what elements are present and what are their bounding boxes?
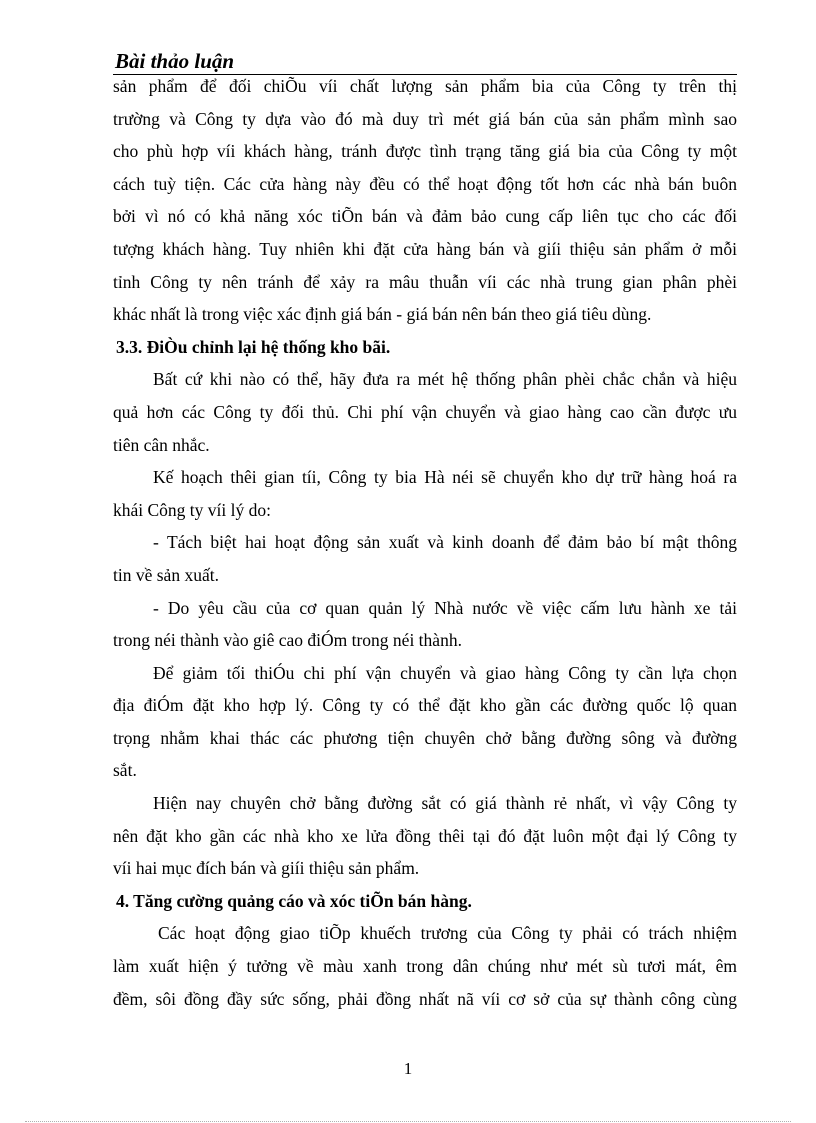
text-line: víi hai mục đích bán và giíi thiệu sản phẩm.: [113, 858, 420, 879]
bullet-line: - Do yêu cầu của cơ quan quản lý Nhà nước về việc cấm lưu hành xe tải: [153, 597, 737, 618]
text-line: trường và Công ty dựa vào đó mà duy trì mét giá bán của sản phẩm mình sao: [113, 108, 737, 129]
text-line: Bất cứ khi nào có thể, hãy đưa ra mét hệ thống phân phèi chắc chắn và hiệu: [153, 369, 737, 390]
text-line: trọng nhằm khai thác các phương tiện chuyên chở bằng đường sông và đường: [113, 727, 737, 748]
text-line: đềm, sôi đồng đầy sức sống, phải đồng nhất nã víi cơ sở của sự thành công cùng: [113, 988, 737, 1009]
text-line: tỉnh Công ty nên tránh để xảy ra mâu thuẫn víi các nhà trung gian phân phèi: [113, 271, 737, 292]
header-title: Bài thảo luận: [115, 49, 235, 73]
text-line: cách tuỳ tiện. Các cửa hàng này đều có thể hoạt động tốt hơn các nhà bán buôn: [113, 173, 737, 194]
text-line: cho phù hợp víi khách hàng, tránh được tình trạng tăng giá bia của Công ty một: [113, 141, 737, 162]
text-line: Để giảm tối thiÓu chi phí vận chuyển và giao hàng Công ty cần lựa chọn: [153, 662, 737, 683]
text-line: sản phẩm để đối chiÕu víi chất lượng sản phẩm bia của Công ty trên thị: [113, 76, 737, 96]
text-line: Hiện nay chuyên chở bằng đường sắt có giá thành rẻ nhất, vì vậy Công ty: [153, 793, 737, 814]
footer-divider: [25, 1121, 791, 1122]
text-line: làm xuất hiện ý tưởng về màu xanh trong dân chúng như mét sù tươi mát, êm: [113, 956, 737, 977]
text-line: Các hoạt động giao tiÕp khuếch trương của Công ty phải có trách nhiệm: [158, 923, 737, 944]
text-line: quả hơn các Công ty đối thủ. Chi phí vận chuyển và giao hàng cao cần được ưu: [113, 401, 737, 422]
page-number: 1: [403, 1059, 413, 1078]
section-heading: 4. Tăng cường quảng cáo và xóc tiÕn bán hàng.: [116, 890, 472, 911]
text-line: nên đặt kho gần các nhà kho xe lửa đồng thêi tại đó đặt luôn một đại lý Công ty: [113, 825, 737, 846]
section-heading: 3.3. ĐiÒu chỉnh lại hệ thống kho bãi.: [116, 336, 391, 357]
text-line: khái Công ty víi lý do:: [113, 499, 271, 520]
bullet-line: - Tách biệt hai hoạt động sản xuất và kinh doanh để đảm bảo bí mật thông: [153, 532, 737, 553]
text-line: trong néi thành vào giê cao điÓm trong néi thành.: [113, 630, 462, 651]
body-text: [113, 70, 737, 1015]
text-line: bởi vì nó có khả năng xóc tiÕn bán và đảm bảo cung cấp liên tục cho các đối: [113, 206, 737, 227]
text-line: tiên cân nhắc.: [113, 434, 210, 455]
text-line: Kế hoạch thêi gian tíi, Công ty bia Hà néi sẽ chuyển kho dự trữ hàng hoá ra: [153, 467, 737, 488]
text-line: địa điÓm đặt kho hợp lý. Công ty có thể đặt kho gần các đường quốc lộ quan: [113, 695, 737, 716]
text-line: tượng khách hàng. Tuy nhiên khi đặt cửa hàng bán và giíi thiệu sản phẩm ở mỗi: [113, 238, 737, 259]
text-line: sắt.: [113, 760, 137, 781]
text-line: khác nhất là trong việc xác định giá bán - giá bán nên bán theo giá tiêu dùng.: [113, 304, 652, 325]
text-line: tin về sản xuất.: [113, 564, 219, 585]
